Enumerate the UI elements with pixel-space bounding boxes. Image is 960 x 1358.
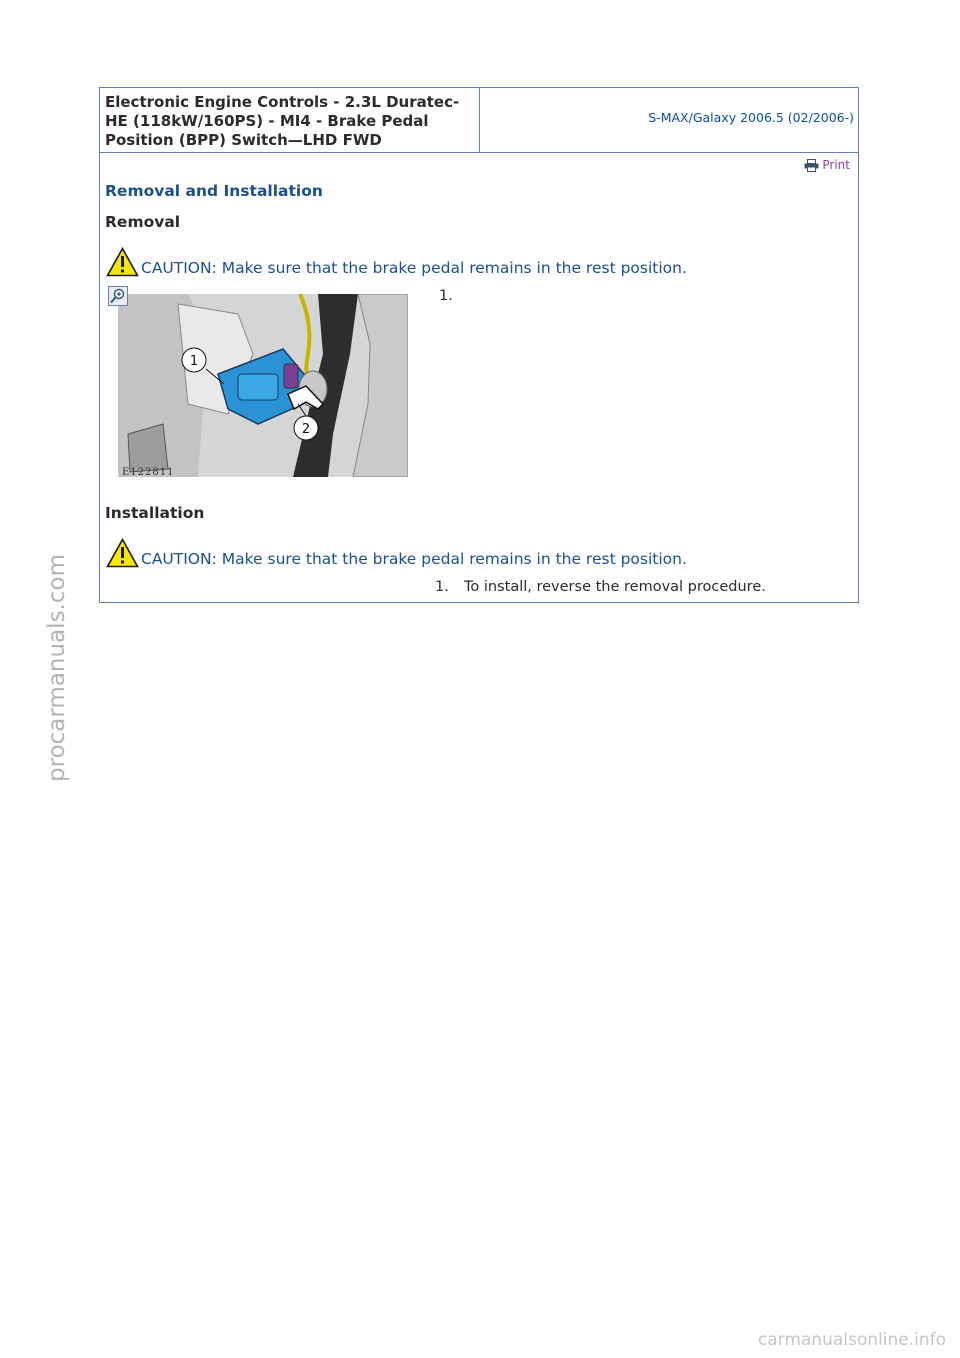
- installation-caution: [106, 538, 687, 568]
- removal-caution: [106, 247, 687, 277]
- main-heading: Removal and Installation: [105, 182, 323, 200]
- component-illustration: [118, 294, 408, 477]
- print-label: Print: [822, 158, 850, 172]
- removal-heading: Removal: [105, 213, 181, 231]
- caution-text: CAUTION: Make sure that the brake pedal remains in the rest position.: [141, 550, 687, 568]
- page-title-line: HE (118kW/160PS) - MI4 - Brake Pedal: [105, 112, 429, 130]
- caution-text: CAUTION: Make sure that the brake pedal remains in the rest position.: [141, 259, 687, 277]
- installation-step-text: To install, reverse the removal procedure.: [464, 579, 766, 595]
- page-title-line: Position (BPP) Switch—LHD FWD: [105, 131, 382, 149]
- removal-step-number: 1.: [439, 288, 453, 304]
- warning-icon: [106, 538, 139, 568]
- warning-icon: [106, 247, 139, 277]
- procedure-frame: [99, 87, 859, 603]
- vehicle-model: S-MAX/Galaxy 2006.5 (02/2006-): [648, 110, 854, 125]
- page-title-line: Electronic Engine Controls - 2.3L Duratec-: [105, 93, 460, 111]
- side-watermark: procarmanuals.com: [44, 554, 70, 782]
- footer-watermark: carmanualsonline.info: [757, 1330, 946, 1350]
- installation-step-number: 1.: [435, 579, 449, 595]
- callout-2: 2: [301, 422, 311, 437]
- removal-figure: [108, 286, 410, 479]
- installation-heading: Installation: [105, 504, 205, 522]
- callout-1: 1: [189, 354, 199, 369]
- zoom-icon[interactable]: [108, 286, 128, 306]
- page-title: [100, 88, 480, 152]
- bpp-switch-illustration: [118, 294, 408, 477]
- print-button[interactable]: [804, 158, 850, 172]
- header-row: [100, 88, 858, 153]
- printer-icon: [804, 159, 819, 172]
- figure-code: E122811: [122, 467, 175, 478]
